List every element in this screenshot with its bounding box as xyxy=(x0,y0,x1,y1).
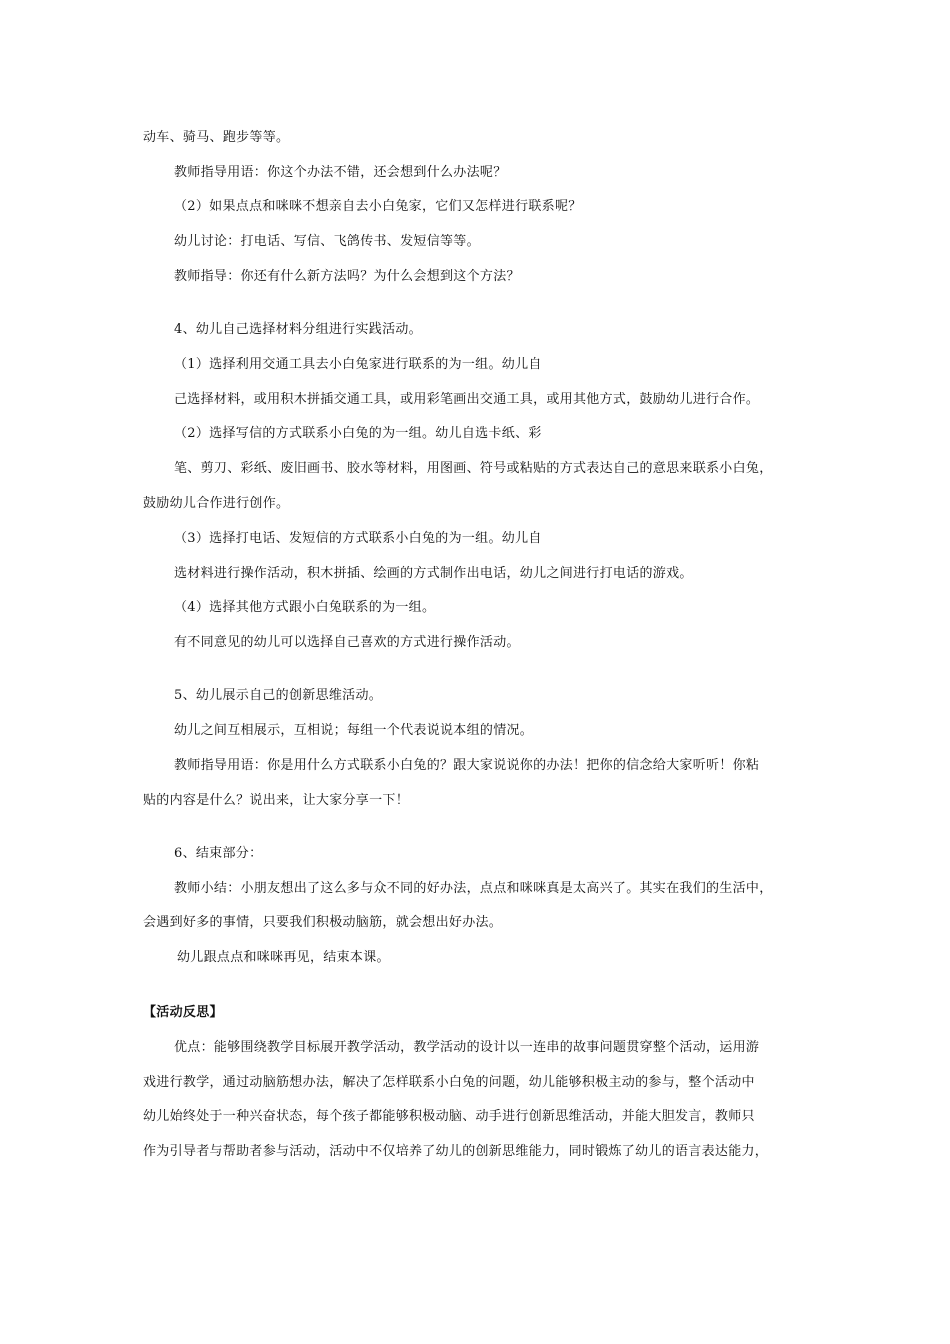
reflection-heading: 【活动反思】 xyxy=(143,1005,223,1020)
text-line: 幼儿始终处于一种兴奋状态，每个孩子都能够积极动脑、动手进行创新思维活动，并能大胆发言，教师只 xyxy=(143,1109,755,1124)
text-line: 会遇到好多的事情，只要我们积极动脑筋，就会想出好办法。 xyxy=(143,915,503,930)
text-line: 优点：能够围绕教学目标展开教学活动，教学活动的设计以一连串的故事问题贯穿整个活动，运用游 xyxy=(174,1040,760,1055)
text-line: 幼儿讨论：打电话、写信、飞鸽传书、发短信等等。 xyxy=(174,234,480,249)
text-line: （4）选择其他方式跟小白兔联系的为一组。 xyxy=(174,600,436,615)
text-line: 戏进行教学，通过动脑筋想办法，解决了怎样联系小白兔的问题，幼儿能够积极主动的参与，整个活动中 xyxy=(143,1075,755,1090)
text-line: 贴的内容是什么？说出来，让大家分享一下！ xyxy=(143,793,410,808)
text-line: 教师指导：你还有什么新方法吗？为什么会想到这个方法？ xyxy=(174,269,520,284)
text-line: （2）如果点点和咪咪不想亲自去小白兔家，它们又怎样进行联系呢？ xyxy=(174,199,582,214)
text-line: 教师指导用语：你这个办法不错，还会想到什么办法呢？ xyxy=(174,165,507,180)
text-line: 笔、剪刀、彩纸、废旧画书、胶水等材料，用图画、符号或粘贴的方式表达自己的意思来联系小白兔， xyxy=(174,461,773,476)
text-line: （2）选择写信的方式联系小白兔的为一组。幼儿自选卡纸、彩 xyxy=(174,426,542,441)
text-line: 动车、骑马、跑步等等。 xyxy=(143,130,290,145)
text-line: 幼儿跟点点和咪咪再见，结束本课。 xyxy=(177,950,390,965)
section-heading: 5、幼儿展示自己的创新思维活动。 xyxy=(174,688,383,703)
text-line: 己选择材料，或用积木拼插交通工具，或用彩笔画出交通工具，或用其他方式，鼓励幼儿进行合作。 xyxy=(174,392,760,407)
section-heading: 4、幼儿自己选择材料分组进行实践活动。 xyxy=(174,322,422,337)
text-line: 幼儿之间互相展示，互相说；每组一个代表说说本组的情况。 xyxy=(174,723,534,738)
text-line: 有不同意见的幼儿可以选择自己喜欢的方式进行操作活动。 xyxy=(174,635,520,650)
text-line: 教师指导用语：你是用什么方式联系小白兔的？跟大家说说你的办法！把你的信念给大家听听！你粘 xyxy=(174,758,760,773)
section-heading: 6、结束部分： xyxy=(174,846,263,861)
text-line: 教师小结：小朋友想出了这么多与众不同的好办法，点点和咪咪真是太高兴了。其实在我们的生活中， xyxy=(174,881,773,896)
text-line: 作为引导者与帮助者参与活动，活动中不仅培养了幼儿的创新思维能力，同时锻炼了幼儿的语言表达能力， xyxy=(143,1144,769,1159)
text-line: （1）选择利用交通工具去小白兔家进行联系的为一组。幼儿自 xyxy=(174,357,542,372)
text-line: （3）选择打电话、发短信的方式联系小白兔的为一组。幼儿自 xyxy=(174,531,542,546)
text-line: 选材料进行操作活动，积木拼插、绘画的方式制作出电话，幼儿之间进行打电话的游戏。 xyxy=(174,566,693,581)
text-line: 鼓励幼儿合作进行创作。 xyxy=(143,496,290,511)
